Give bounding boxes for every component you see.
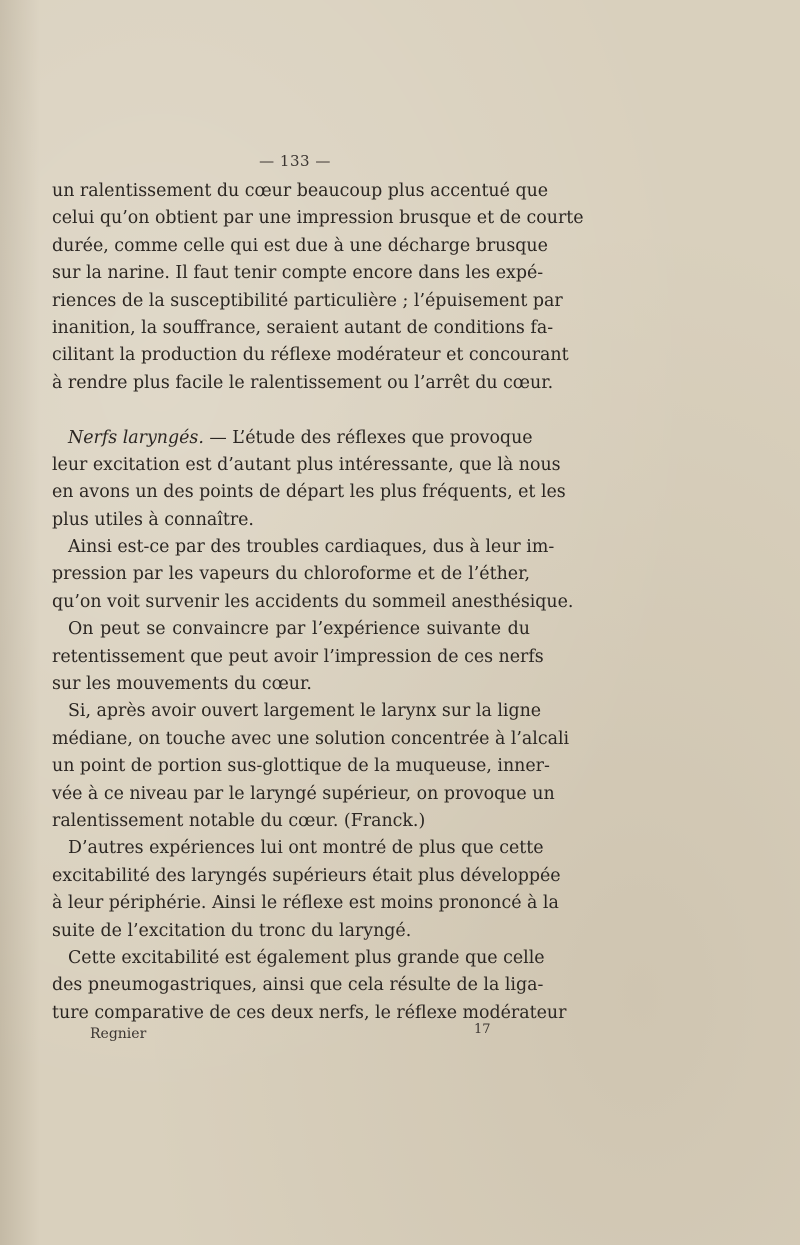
text-line: en avons un des points de départ les plus fréquents, et les xyxy=(52,482,566,503)
text-line: des pneumogastriques, ainsi que cela résulte de la liga- xyxy=(52,975,544,996)
text-line: durée, comme celle qui est due à une décharge brusque xyxy=(52,235,548,256)
text-line: un ralentissement du cœur beaucoup plus accentué que xyxy=(52,181,549,201)
text-line: Cette excitabilité est également plus grande que celle xyxy=(68,947,545,968)
text-line: On peut se convaincre par l’expérience suivante du xyxy=(68,619,530,640)
text-line: Si, après avoir ouvert largement le larynx sur la ligne xyxy=(68,701,542,722)
text-line: sur les mouvements du cœur. xyxy=(52,674,312,695)
text-line: celui qu’on obtient par une impression brusque et de courte xyxy=(52,208,584,229)
text-line xyxy=(52,425,533,452)
text-line: retentissement que peut avoir l’impression de ces nerfs xyxy=(52,646,544,667)
paragraph xyxy=(52,698,570,835)
text-line: ture comparative de ces deux nerfs, le réflexe modérateur xyxy=(52,1002,567,1023)
signature-mark: Regnier xyxy=(90,1026,147,1042)
page-number: — 133 — xyxy=(259,152,331,170)
heading-continuation: — L’étude des réflexes que provoque xyxy=(209,427,533,448)
text-line: ralentissement notable du cœur. (Franck.) xyxy=(52,810,426,831)
text-line: vée à ce niveau par le laryngé supérieur, on provoque un xyxy=(52,783,555,804)
text-line: pression par les vapeurs du chloroforme et de l’éther, xyxy=(52,564,530,585)
text-line: inanition, la souffrance, seraient autant de conditions fa- xyxy=(52,317,554,338)
text-line: à leur périphérie. Ainsi le réflexe est moins prononcé à la xyxy=(52,893,559,914)
section-heading: Nerfs laryngés. xyxy=(68,427,204,448)
text-line: plus utiles à connaître. xyxy=(52,509,254,530)
text-line: Ainsi est-ce par des troubles cardiaques, dus à leur im- xyxy=(68,537,555,558)
paragraph xyxy=(52,534,574,616)
sheet-number: 17 xyxy=(474,1022,491,1037)
text-line: un point de portion sus-glottique de la muqueuse, inner- xyxy=(52,756,550,777)
text-line: sur la narine. Il faut tenir compte encore dans les expé- xyxy=(52,263,544,284)
text-line: cilitant la production du réflexe modérateur et concourant xyxy=(52,345,569,366)
paragraph xyxy=(52,945,567,1027)
section-gap xyxy=(52,397,530,424)
text-line: médiane, on touche avec une solution concentrée à l’alcali xyxy=(52,728,570,749)
text-line: D’autres expériences lui ont montré de plus que cette xyxy=(68,838,544,859)
paragraph xyxy=(52,616,544,698)
paragraph xyxy=(52,425,566,535)
text-line: suite de l’excitation du tronc du laryngé. xyxy=(52,920,412,941)
text-line: à rendre plus facile le ralentissement ou l’arrêt du cœur. xyxy=(52,372,554,393)
text-line: excitabilité des laryngés supérieurs était plus développée xyxy=(52,865,561,886)
text-line: riences de la susceptibilité particulière ; l’épuisement par xyxy=(52,290,563,311)
text-line: qu’on voit survenir les accidents du sommeil anesthésique. xyxy=(52,591,574,612)
body-text xyxy=(52,178,584,1027)
paragraph xyxy=(52,835,561,945)
text-line: leur excitation est d’autant plus intéressante, que là nous xyxy=(52,454,561,475)
paragraph xyxy=(52,178,584,397)
